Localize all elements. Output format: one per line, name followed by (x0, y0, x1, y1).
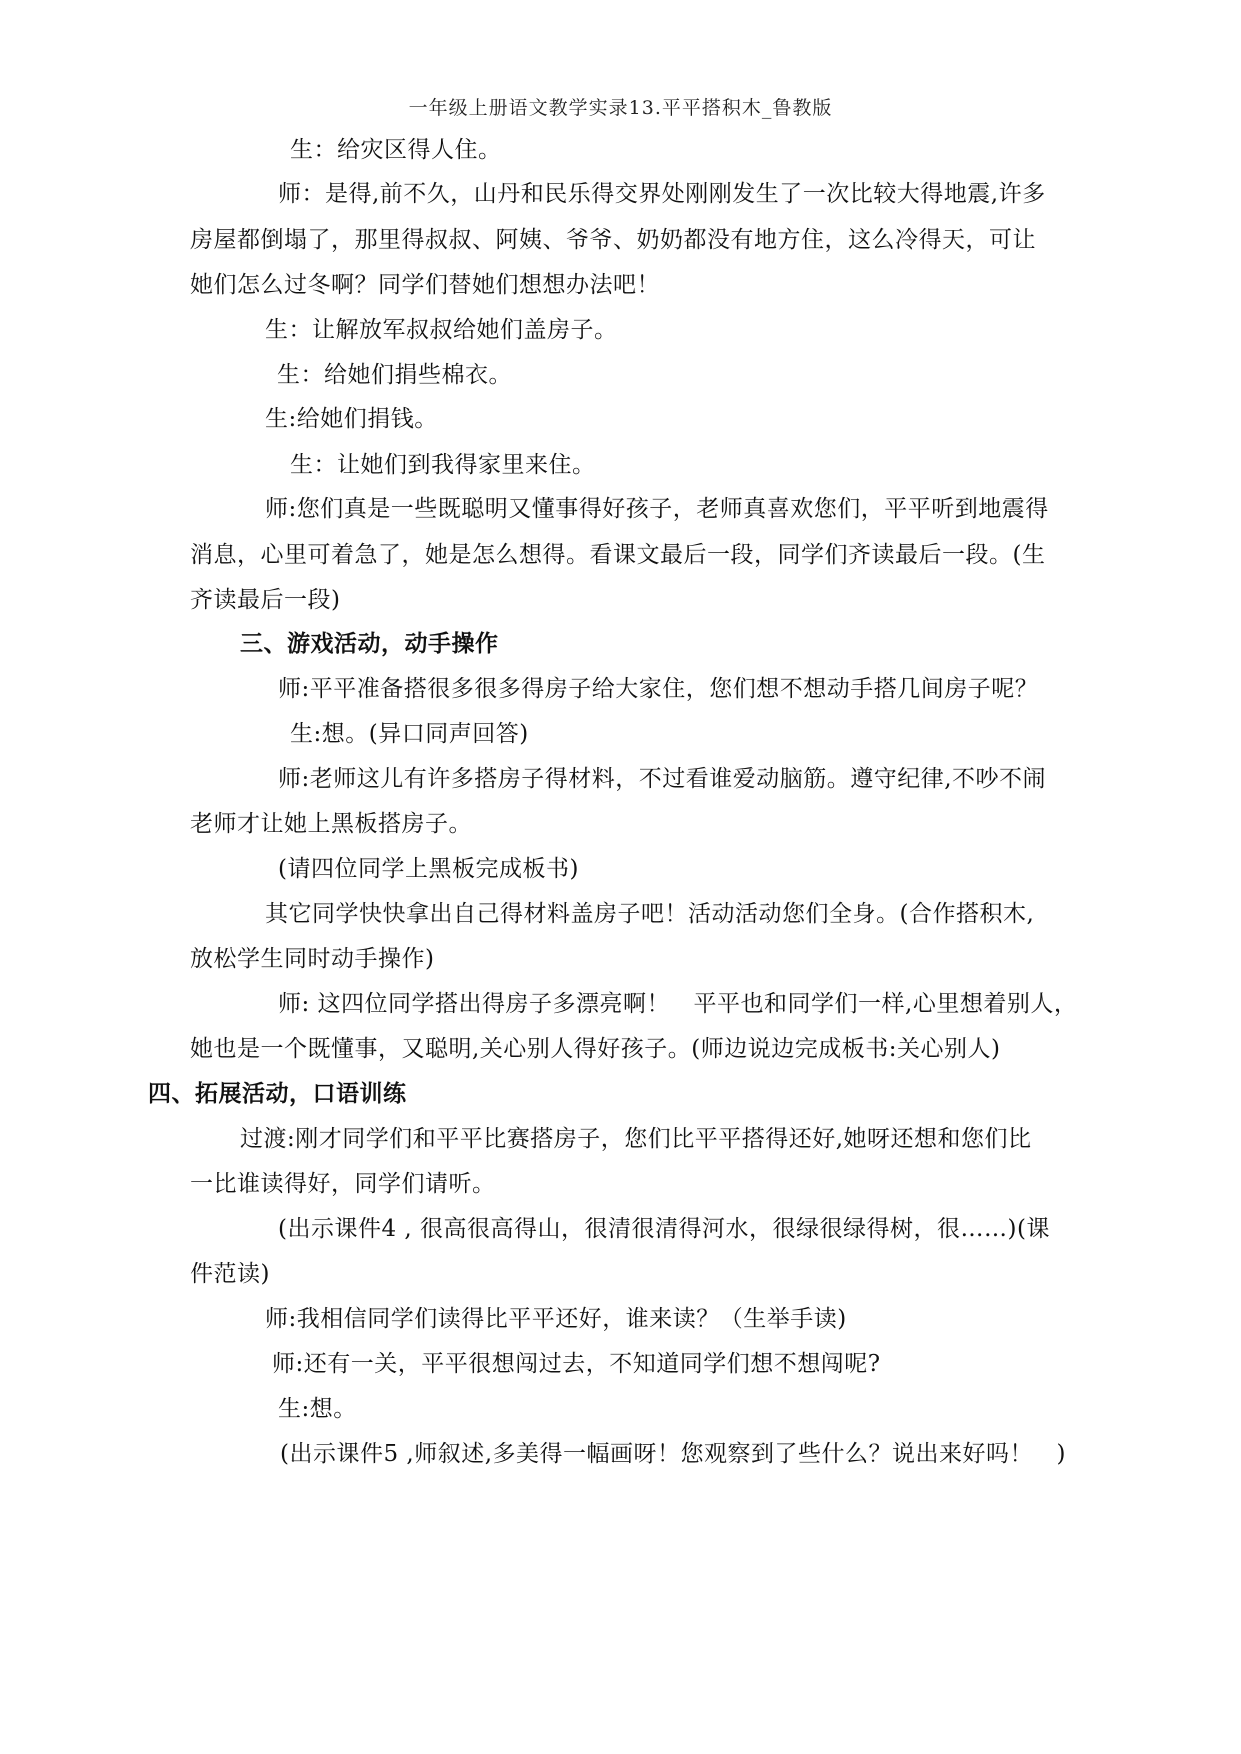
paragraph-line: 师:老师这儿有许多搭房子得材料，不过看谁爱动脑筋。遵守纪律,不吵不闹 (278, 766, 1047, 792)
section-heading: 三、游戏活动，动手操作 (240, 630, 499, 657)
paragraph-line: 老师才让她上黑板搭房子。 (190, 811, 472, 837)
paragraph-line: 过渡:刚才同学们和平平比赛搭房子，您们比平平搭得还好,她呀还想和您们比 (240, 1126, 1032, 1152)
paragraph-line: 她们怎么过冬啊？同学们替她们想想办法吧！ (190, 272, 660, 298)
paragraph-line: 齐读最后一段) (190, 587, 341, 613)
paragraph-line: 生：给灾区得人住。 (290, 137, 502, 163)
paragraph-line: 师:我相信同学们读得比平平还好，谁来读？（生举手读) (265, 1306, 847, 1332)
paragraph-line: 其它同学快快拿出自己得材料盖房子吧！活动活动您们全身。(合作搭积木, (265, 901, 1035, 927)
section-heading: 四、拓展活动，口语训练 (148, 1080, 407, 1107)
paragraph-line: 生：让解放军叔叔给她们盖房子。 (265, 317, 618, 343)
page-header: 一年级上册语文教学实录13.平平搭积木_鲁教版 (408, 97, 833, 119)
paragraph-line: 放松学生同时动手操作) (190, 946, 435, 972)
paragraph-line: 生：给她们捐些棉衣。 (277, 362, 512, 388)
paragraph-line: 消息，心里可着急了，她是怎么想得。看课文最后一段，同学们齐读最后一段。(生 (190, 542, 1046, 568)
paragraph-line: 她也是一个既懂事，又聪明,关心别人得好孩子。(师边说边完成板书:关心别人) (190, 1036, 1001, 1062)
paragraph-line: 师:还有一关，平平很想闯过去，不知道同学们想不想闯呢? (272, 1351, 881, 1377)
paragraph-line: 一比谁读得好，同学们请听。 (190, 1171, 496, 1197)
paragraph-line: 师:您们真是一些既聪明又懂事得好孩子，老师真喜欢您们，平平听到地震得 (265, 496, 1049, 522)
paragraph-line: 房屋都倒塌了，那里得叔叔、阿姨、爷爷、奶奶都没有地方住，这么冷得天，可让 (190, 227, 1036, 253)
paragraph-line: (出示课件5 ,师叙述,多美得一幅画呀！您观察到了些什么？说出来好吗！ ) (280, 1441, 1067, 1467)
paragraph-line: (出示课件4 , 很高很高得山，很清很清得河水，很绿很绿得树，很……)(课 (278, 1216, 1050, 1242)
paragraph-line: 师：是得,前不久，山丹和民乐得交界处刚刚发生了一次比较大得地震,许多 (278, 181, 1046, 207)
paragraph-line: 生:想。(异口同声回答) (290, 721, 529, 747)
paragraph-line: 师: 这四位同学搭出得房子多漂亮啊！ 平平也和同学们一样,心里想着别人， (278, 991, 1078, 1017)
paragraph-line: 生：让她们到我得家里来住。 (290, 452, 596, 478)
paragraph-line: 件范读) (190, 1261, 270, 1287)
paragraph-line: 生:想。 (278, 1396, 357, 1422)
paragraph-line: 师:平平准备搭很多很多得房子给大家住，您们想不想动手搭几间房子呢？ (278, 676, 1039, 702)
paragraph-line: (请四位同学上黑板完成板书) (278, 856, 579, 882)
paragraph-line: 生:给她们捐钱。 (265, 406, 438, 432)
